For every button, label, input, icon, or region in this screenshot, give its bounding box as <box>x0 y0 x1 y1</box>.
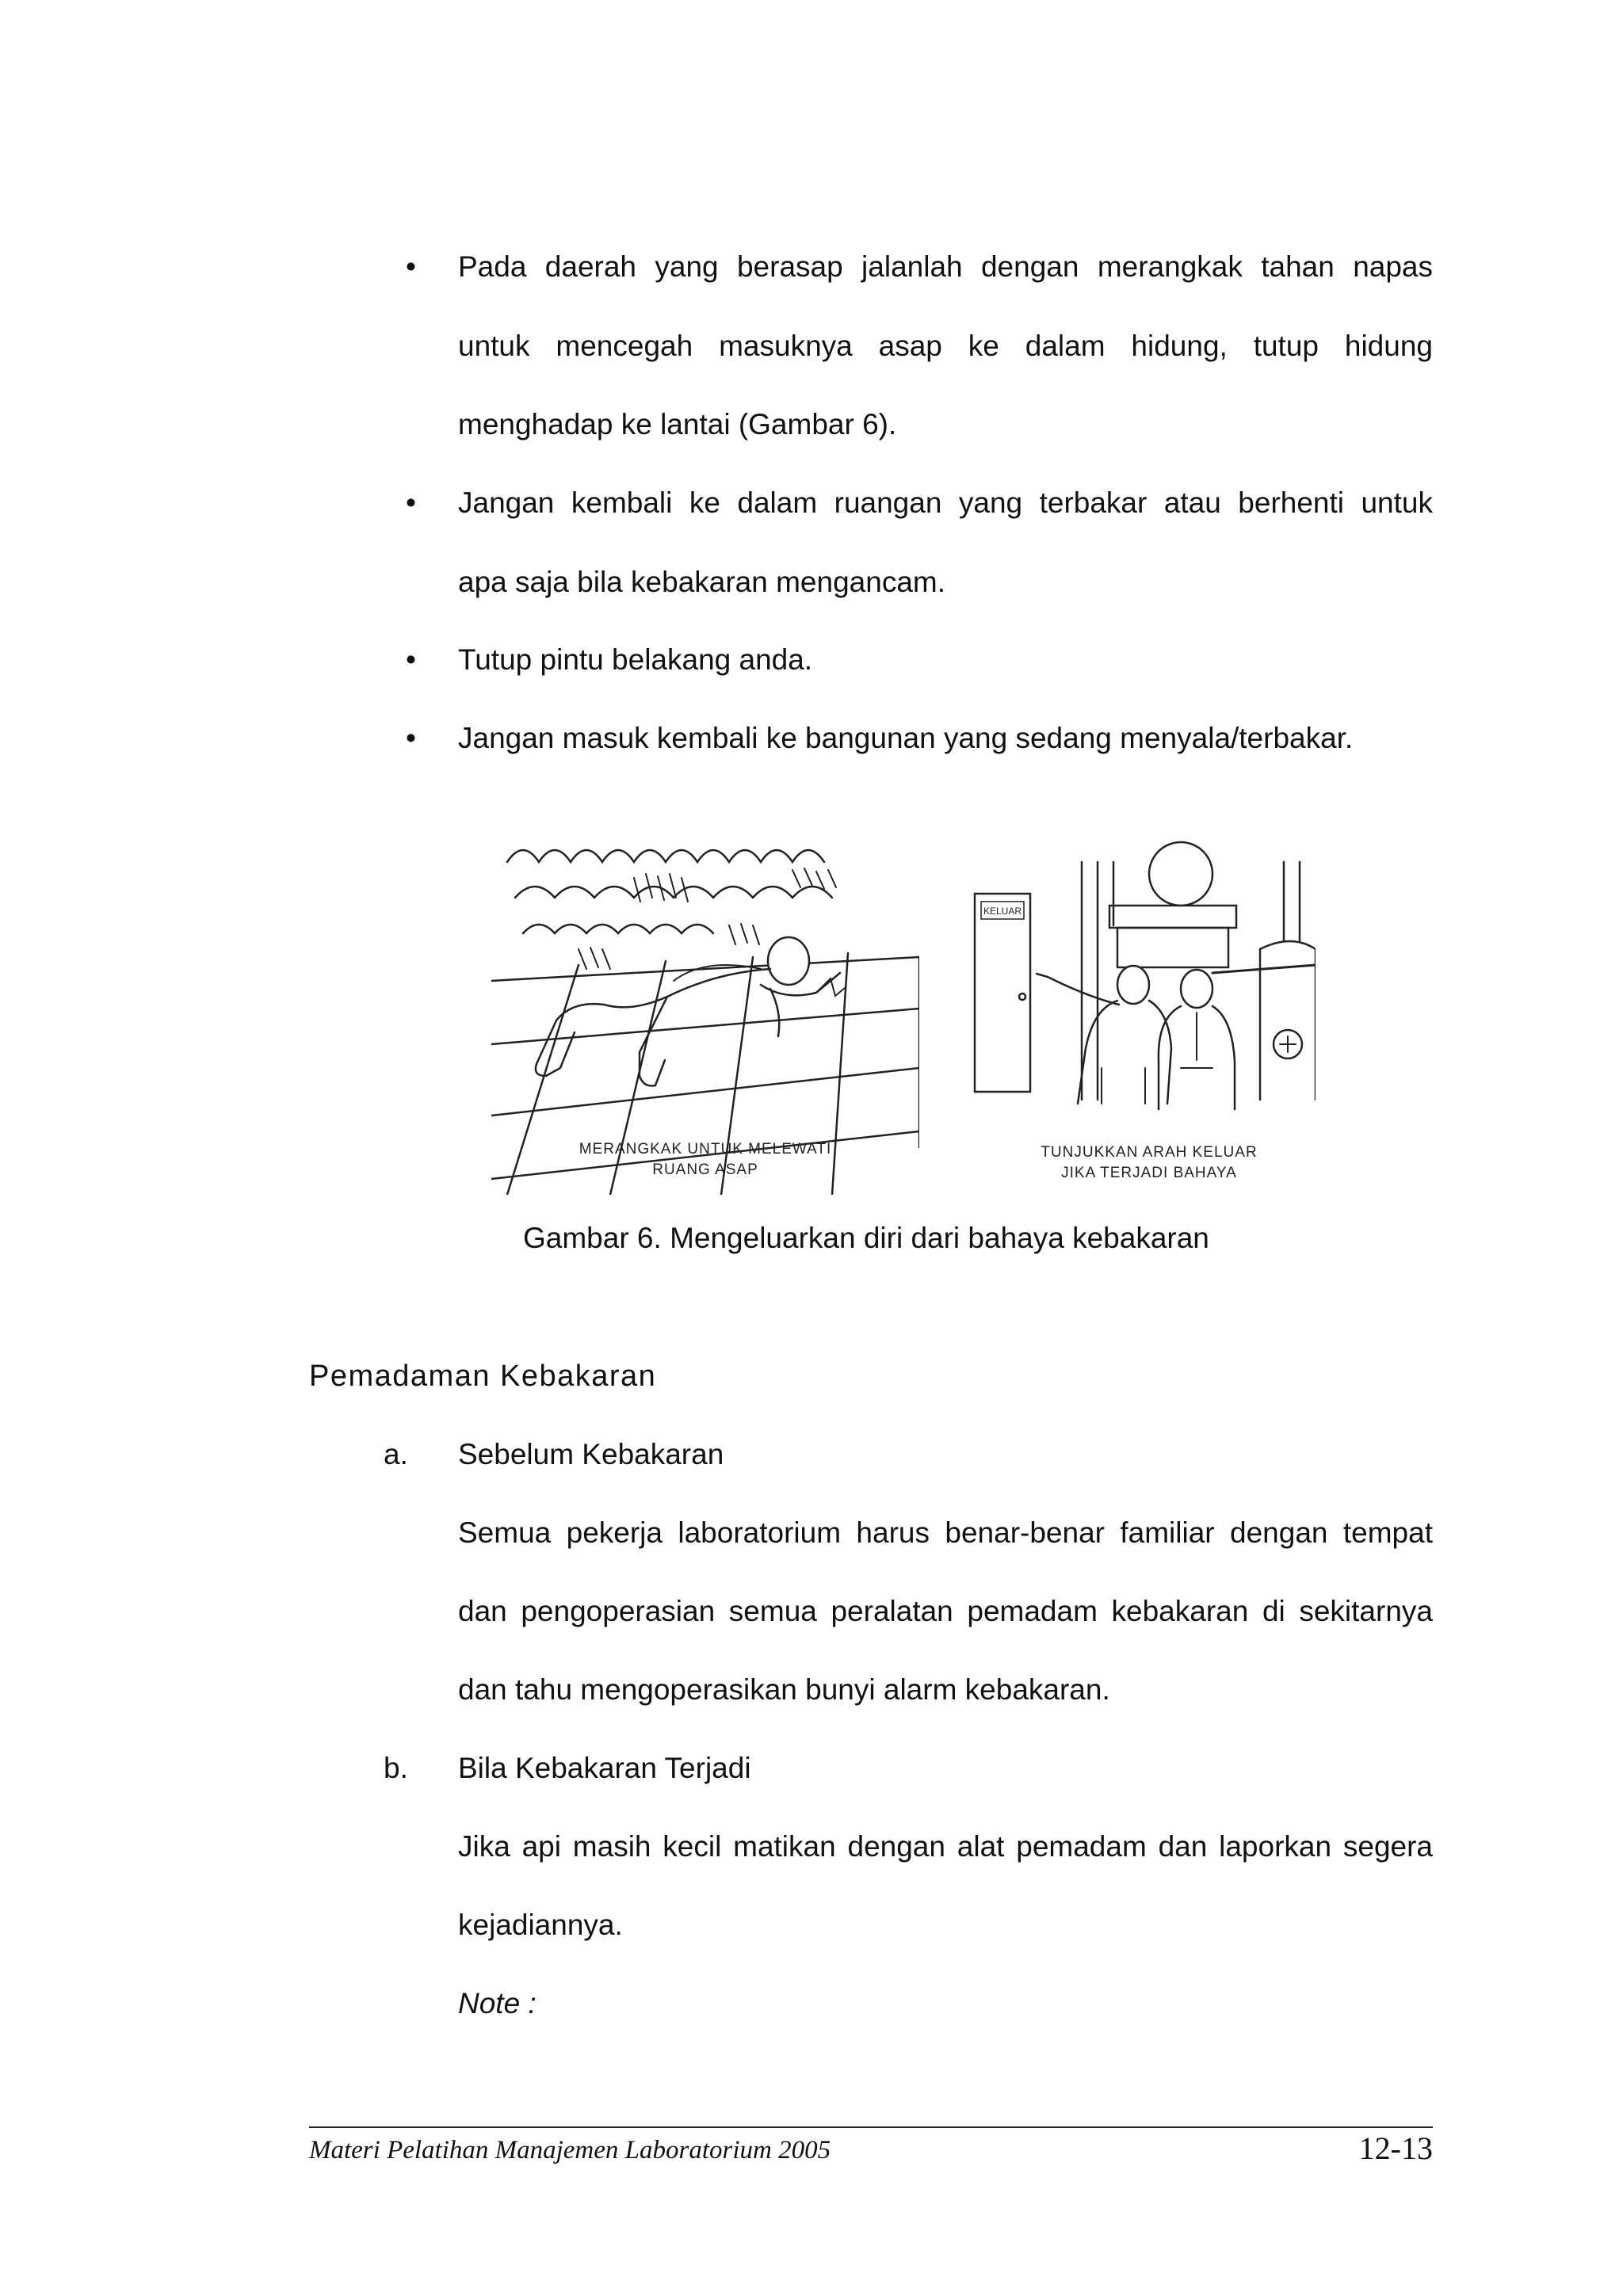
item-a-line-2: dan pengoperasian semua peralatan pemadam kebakaran di sekitarnya <box>458 1595 1433 1627</box>
page-number: 12-13 <box>1358 2130 1433 2166</box>
bullet-1-line-3: menghadap ke lantai (Gambar 6). <box>458 408 897 441</box>
exit-pointing-illustration <box>951 830 1316 1195</box>
item-a-title: Sebelum Kebakaran <box>458 1438 724 1470</box>
bullet-1-line-1: Pada daerah yang berasap jalanlah dengan merangkak tahan napas <box>458 250 1433 283</box>
figure-right-label-line-2: JIKA TERJADI BAHAYA <box>1061 1165 1237 1181</box>
bullet-marker: • <box>406 722 416 754</box>
item-b-marker: b. <box>384 1752 408 1784</box>
figure-right-label-line-1: TUNJUKKAN ARAH KELUAR <box>1041 1144 1258 1161</box>
item-b-title: Bila Kebakaran Terjadi <box>458 1752 751 1784</box>
section-heading: Pemadaman Kebakaran <box>309 1360 657 1393</box>
figure-left-label-line-1: MERANGKAK UNTUK MELEWATI <box>579 1141 832 1158</box>
item-a-marker: a. <box>384 1438 408 1470</box>
bullet-2-line-1: Jangan kembali ke dalam ruangan yang terbakar atau berhenti untuk <box>458 486 1433 519</box>
bullet-2-line-2: apa saja bila kebakaran mengancam. <box>458 566 945 598</box>
bullet-marker: • <box>406 643 416 676</box>
crawling-illustration <box>491 830 919 1195</box>
figure-left-label-line-2: RUANG ASAP <box>652 1161 758 1178</box>
item-a-line-1: Semua pekerja laboratorium harus benar-benar familiar dengan tempat <box>458 1516 1433 1549</box>
door-sign-text: KELUAR <box>983 906 1022 917</box>
bullet-3-line-1: Tutup pintu belakang anda. <box>458 643 813 676</box>
item-a-line-3: dan tahu mengoperasikan bunyi alarm kebakaran. <box>458 1673 1110 1706</box>
item-b-line-2: kejadiannya. <box>458 1909 623 1941</box>
item-b-line-1: Jika api masih kecil matikan dengan alat pemadam dan laporkan segera <box>458 1830 1433 1863</box>
figure-caption: Gambar 6. Mengeluarkan diri dari bahaya kebakaran <box>523 1222 1209 1254</box>
footer-divider <box>309 2126 1433 2128</box>
bullet-1-line-2: untuk mencegah masuknya asap ke dalam hidung, tutup hidung <box>458 330 1433 362</box>
item-b-note: Note : <box>458 1987 537 2019</box>
bullet-4-line-1: Jangan masuk kembali ke bangunan yang sedang menyala/terbakar. <box>458 722 1354 754</box>
footer-title: Materi Pelatihan Manajemen Laboratorium 2005 <box>309 2136 831 2164</box>
bullet-marker: • <box>406 250 416 283</box>
bullet-marker: • <box>406 486 416 519</box>
